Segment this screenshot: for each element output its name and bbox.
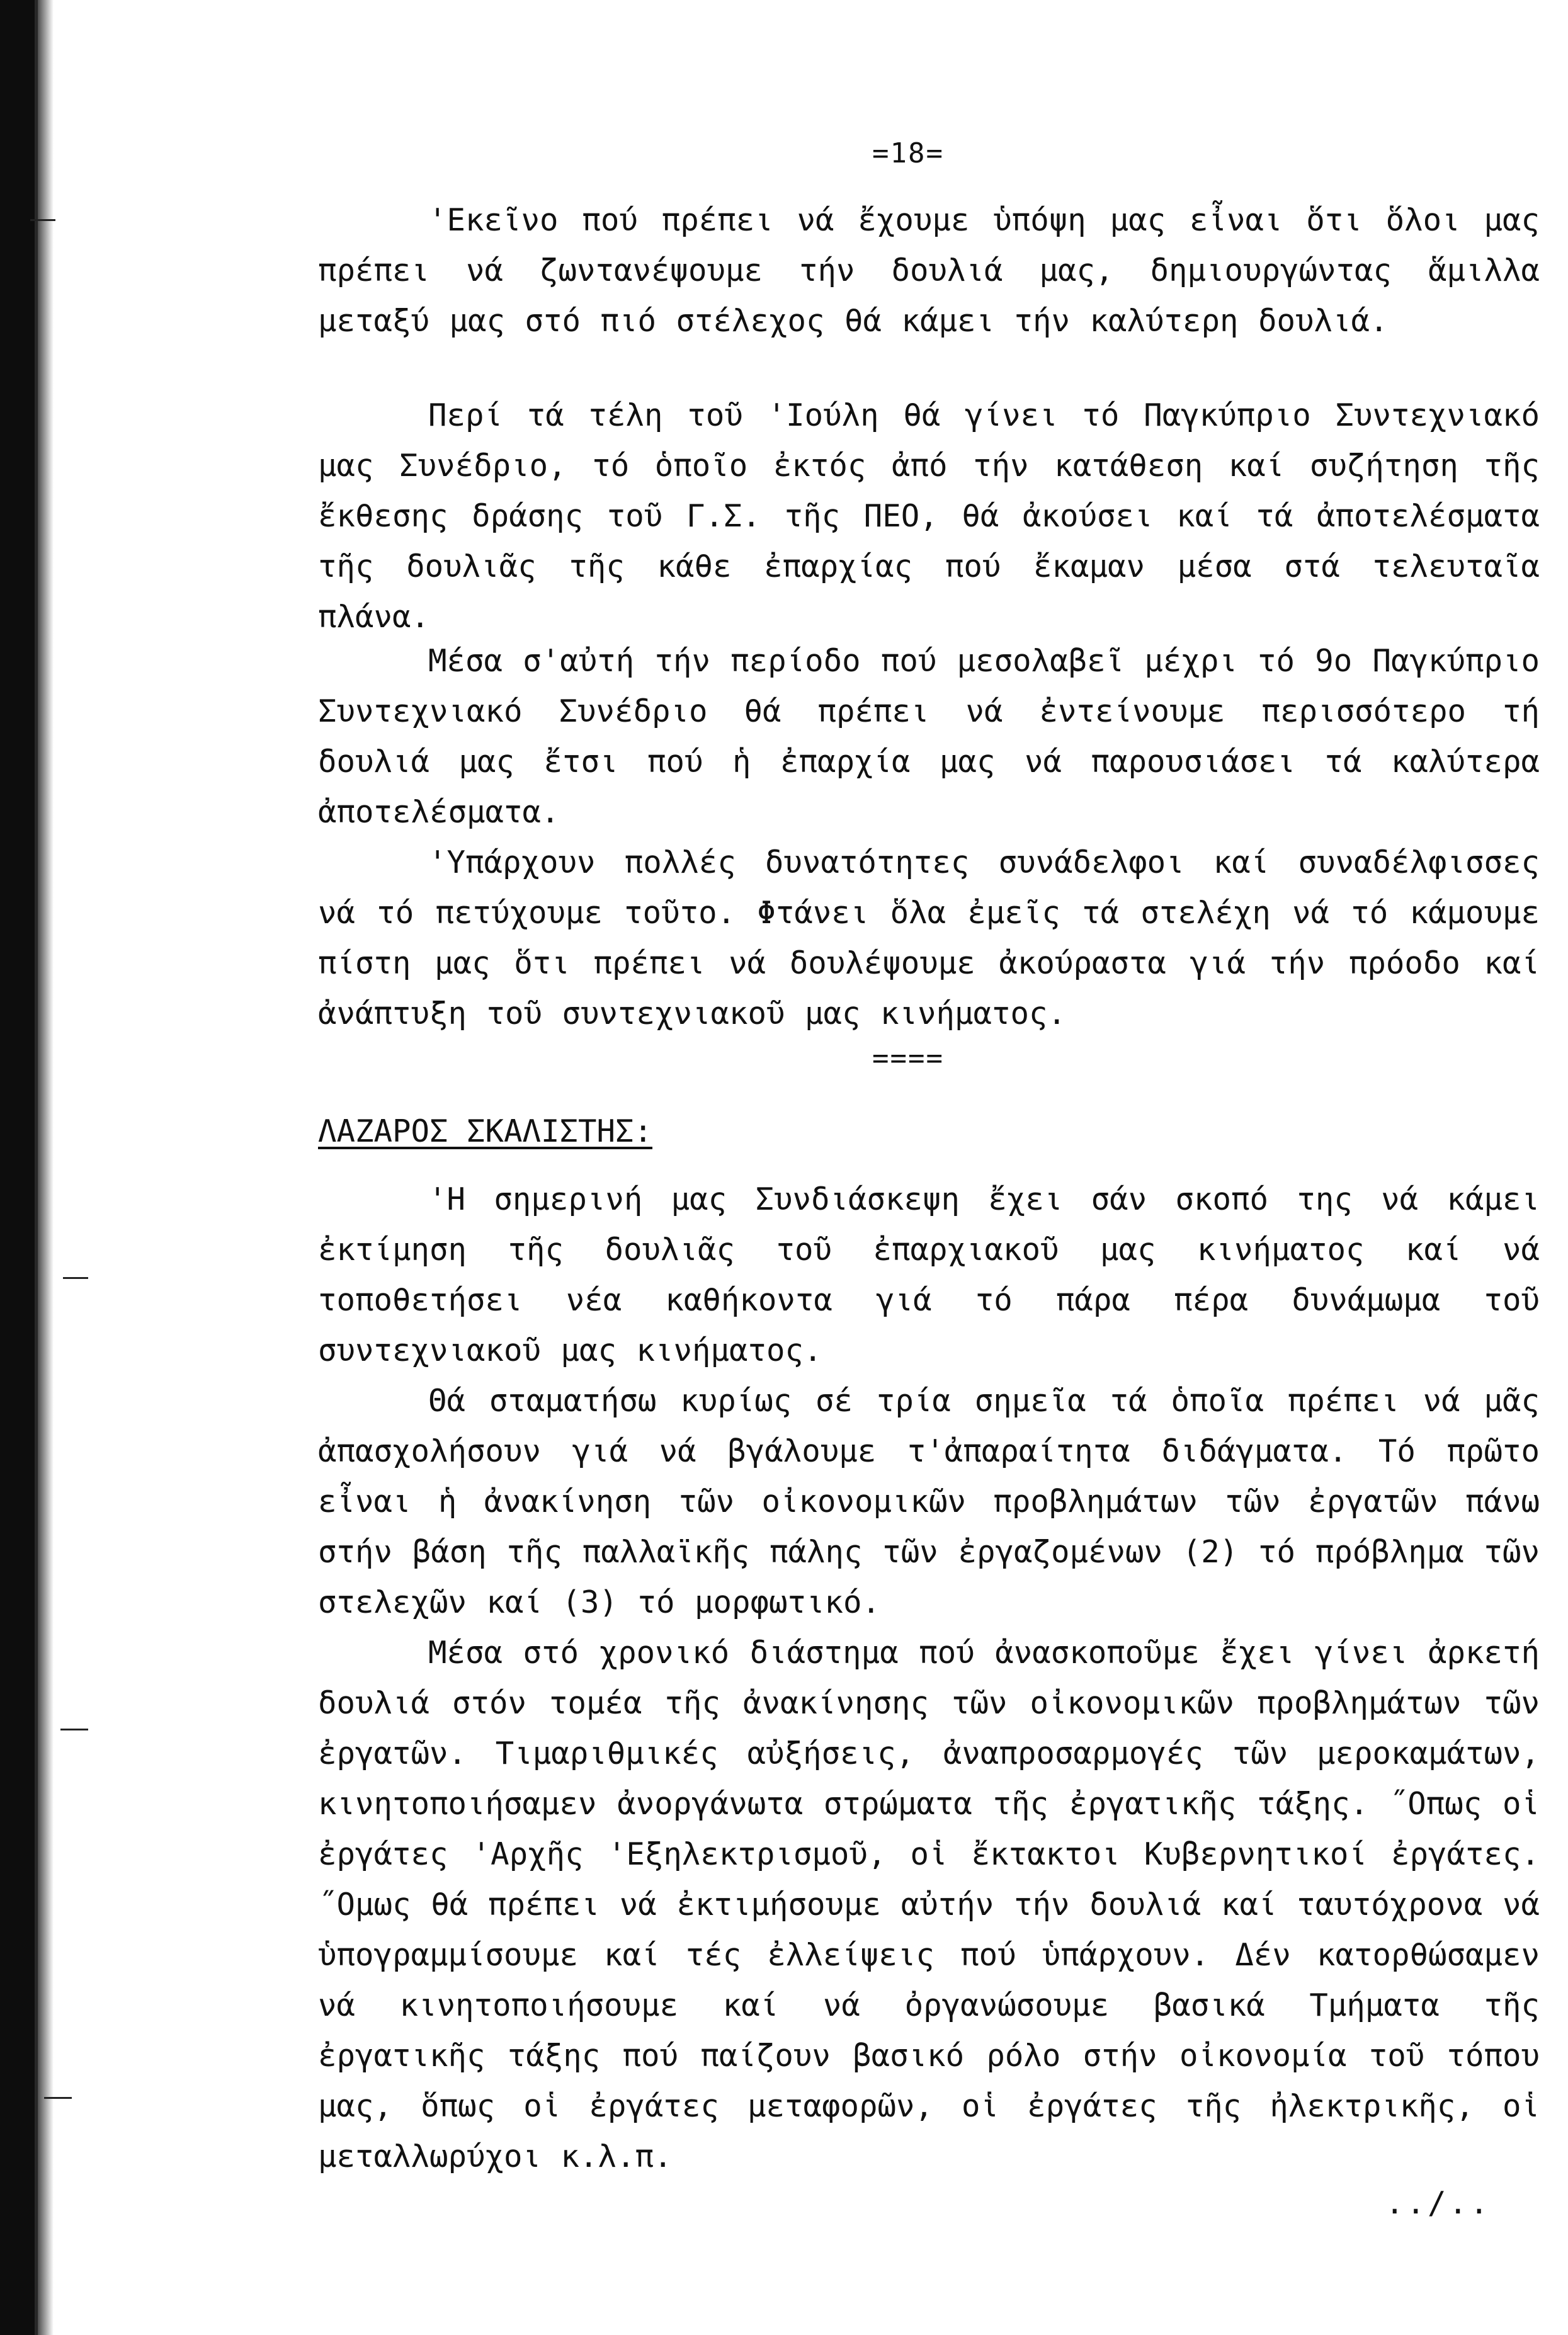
paragraph: 'Η σημερινή μας Συνδιάσκεψη ἔχει σάν σκοπό της νά κάμει ἐκτίμηση τῆς δουλιᾶς τοῦ ἐπαρχιακοῦ μας κινήματος καί νά τοποθετήσει νέα καθήκοντα γιά τό πάρα πέρα δυνάμωμα τοῦ συντεχνιακοῦ μας κινήματος.	[318, 1181, 1540, 1368]
paragraph: Περί τά τέλη τοῦ 'Ιούλη θά γίνει τό Παγκύπριο Συντεχνιακό μας Συνέδριο, τό ὁποῖο ἐκτός ἀπό τήν κατάθεση καί συζήτηση τῆς ἔκθεσης δράσης τοῦ Γ.Σ. τῆς ΠΕΟ, θά ἀκούσει καί τά ἀποτελέσματα τῆς δουλιᾶς τῆς κάθε ἐπαρχίας πού ἔκαμαν μέσα στά τελευταῖα πλάνα.	[318, 397, 1540, 635]
paragraph: Μέσα στό χρονικό διάστημα πού ἀνασκοποῦμε ἔχει γίνει ἀρκετή δουλιά στόν τομέα τῆς ἀνακίνησης τῶν οἰκονομικῶν προβλημάτων τῶν ἐργατῶν. Τιμαριθμικές αὐξήσεις, ἀναπροσαρμογές τῶν μεροκαμάτων, κινητοποιήσαμεν ἀνοργάνωτα στρώματα τῆς ἐργατικῆς τάξης. ˝Οπως οἱ ἐργάτες 'Αρχῆς 'Εξηλεκτρισμοῦ, οἱ ἔκτακτοι Κυβερνητικοί ἐργάτες. ˝Ομως θά πρέπει νά ἐκτιμήσουμε αὐτήν τήν δουλιά καί ταυτόχρονα νά ὑπογραμμίσουμε καί τές ἐλλείψεις πού ὑπάρχουν. Δέν κατορθώσαμεν νά κινητοποιήσουμε καί νά ὀργανώσουμε βασικά Τμήματα τῆς ἐργατικῆς τάξης πού παίζουν βασικό ρόλο στήν οἰκονομία τοῦ τόπου μας, ὅπως οἱ ἐργάτες μεταφορῶν, οἱ ἐργάτες τῆς ἠλεκτρικῆς, οἱ μεταλλωρύχοι κ.λ.π.	[318, 1635, 1540, 2174]
margin-tick	[63, 1277, 88, 1279]
binding-edge	[0, 0, 38, 2335]
page-number: =18=	[872, 137, 944, 169]
paragraph: 'Υπάρχουν πολλές δυνατότητες συνάδελφοι καί συναδέλφισσες νά τό πετύχουμε τοῦτο. Φτάνει ὅλα ἐμεῖς τά στελέχη νά τό κάμουμε πίστη μας ὅτι πρέπει νά δουλέψουμε ἀκούραστα γιά τήν πρόοδο καί ἀνάπτυξη τοῦ συντεχνιακοῦ μας κινήματος.	[318, 844, 1540, 1031]
margin-tick	[60, 1729, 88, 1730]
paragraph: Μέσα σ'αὐτή τήν περίοδο πού μεσολαβεῖ μέχρι τό 9ο Παγκύπριο Συντεχνιακό Συνέδριο θά πρέπει νά ἐντείνουμε περισσότερο τή δουλιά μας ἔτσι πού ἡ ἐπαρχία μας νά παρουσιάσει τά καλύτερα ἀποτελέσματα.	[318, 643, 1540, 830]
paragraph: Θά σταματήσω κυρίως σέ τρία σημεῖα τά ὁποῖα πρέπει νά μᾶς ἀπασχολήσουν γιά νά βγάλουμε τ'ἀπαραίτητα διδάγματα. Τό πρῶτο εἶναι ἡ ἀνακίνηση τῶν οἰκονομικῶν προβλημάτων τῶν ἐργατῶν πάνω στήν βάση τῆς παλλαϊκῆς πάλης τῶν ἐργαζομένων (2) τό πρόβλημα τῶν στελεχῶν καί (3) τό μορφωτικό.	[318, 1383, 1540, 1620]
speaker-heading: ΛΑΖΑΡΟΣ ΣΚΑΛΙΣΤΗΣ:	[318, 1113, 653, 1149]
margin-tick	[30, 219, 55, 221]
margin-tick	[44, 2097, 72, 2099]
continuation-mark: ../..	[1385, 2185, 1491, 2221]
section-divider: ====	[872, 1042, 944, 1074]
paragraph: 'Εκεῖνο πού πρέπει νά ἔχουμε ὑπόψη μας εἶναι ὅτι ὅλοι μας πρέπει νά ζωντανέψουμε τήν δουλιά μας, δημιουργώντας ἅμιλλα μεταξύ μας στό πιό στέλεχος θά κάμει τήν καλύτερη δουλιά.	[318, 202, 1540, 339]
